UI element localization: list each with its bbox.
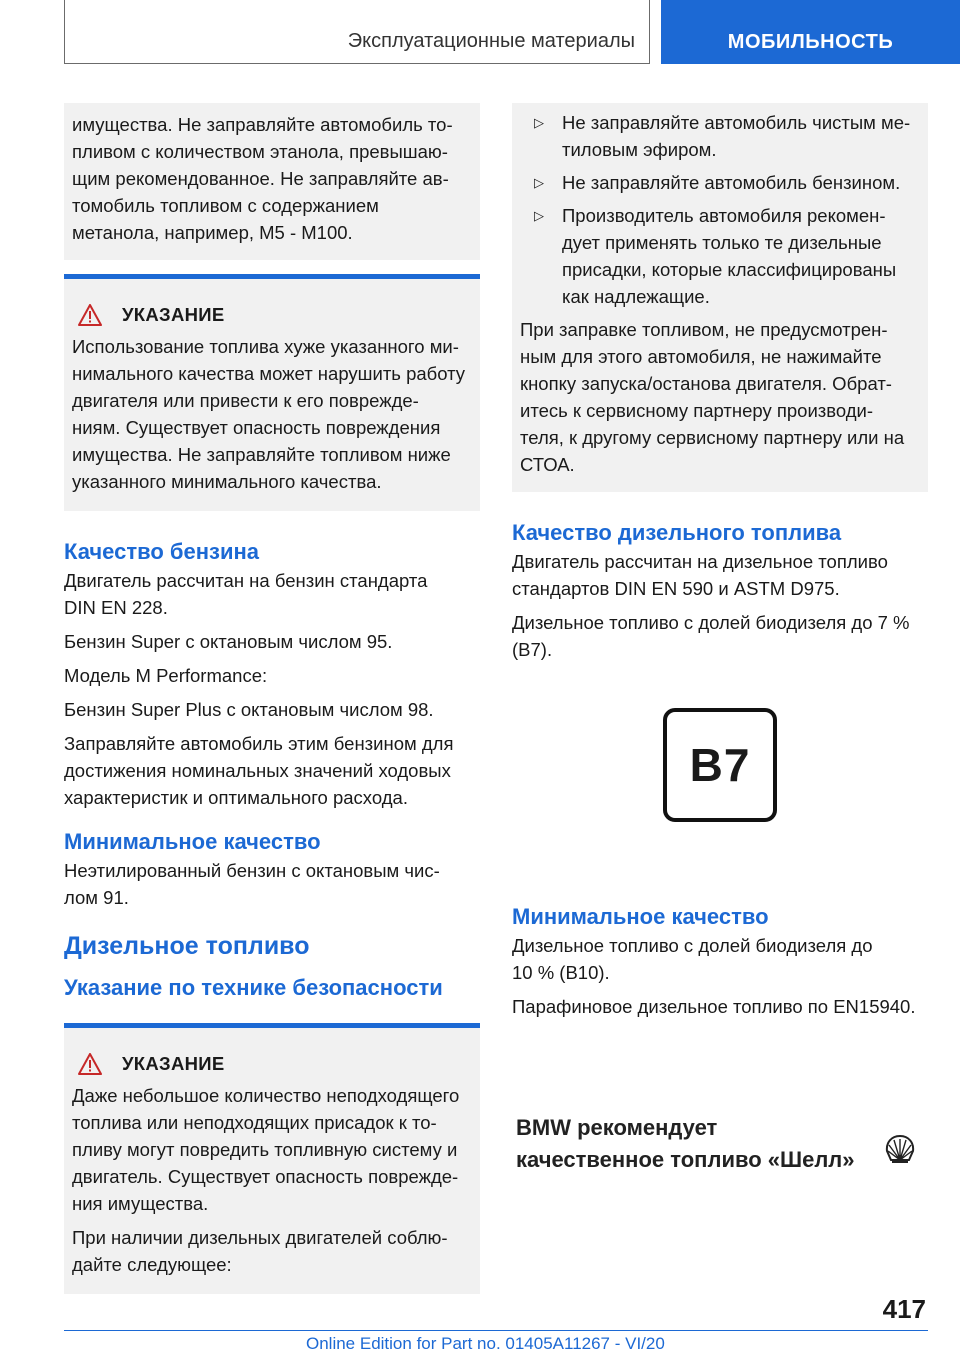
text-line: Неэтилированный бензин с октановым чис- [64,860,440,881]
triangle-bullet-icon: ▷ [534,115,544,130]
b7-fuel-symbol [663,708,777,822]
text-line: Использование топлива хуже указанного ми- [72,336,459,357]
chapter-tab[interactable] [661,0,960,64]
text-line: При наличии дизельных двигателей соблю- [72,1227,448,1248]
text-line: лом 91. [64,887,129,908]
text-line: Не заправляйте автомобиль бензином. [562,172,901,193]
text-line: пливом с количеством этанола, превышаю- [72,141,448,162]
text-line: стандартов DIN EN 590 и ASTM D975. [512,578,840,599]
text-line: как надлежащие. [562,286,710,307]
warning-label: УКАЗАНИЕ [122,304,225,325]
section-title: Эксплуатационные материалы [347,30,635,52]
header-section-box [64,0,650,64]
text-line: СТОА. [520,454,575,475]
text-line: (B7). [512,639,553,660]
text-line: нимального качества может нарушить работу [72,363,466,384]
text-line: достижения номинальных значений ходовых [64,760,451,781]
page-header [0,0,960,64]
shell-recommendation [516,1112,936,1176]
text-line: двигатель. Существует опасность поврежде- [72,1166,459,1187]
text-line: тиловым эфиром. [562,139,717,160]
warning-note [64,274,480,511]
diesel-notes-box [512,103,928,492]
heading-diesel: Дизельное топливо [64,932,310,960]
text-line: Двигатель рассчитан на бензин стандарта [64,570,428,591]
page-number: 417 [882,1294,926,1324]
right-column-lower [512,902,928,1020]
text-line: топлива или неподходящих присадок к то- [72,1112,437,1133]
text-line: Дизельное топливо с долей биодизеля до [512,935,873,956]
text-line: теля, к другому сервисному партнеру или на [520,427,905,448]
text-line: дует применять только те дизельные [562,232,882,253]
list-item [520,109,920,163]
text-line: имущества. Не заправляйте автомобиль то- [72,114,453,135]
paragraph: Бензин Super с октановым числом 95. [64,631,393,652]
list-item [520,202,920,310]
triangle-bullet-icon: ▷ [534,175,544,190]
text-line: двигателя или привести к его поврежде- [72,390,419,411]
text-line: имущества. Не заправляйте топливом ниже [72,444,451,465]
continued-note-box [64,103,480,260]
text-line: Даже небольшое количество неподходящего [72,1085,460,1106]
warning-note-header [78,1050,472,1078]
text-line: томобиль топливом с содержанием [72,195,379,216]
warning-triangle-icon [78,304,102,326]
right-column [512,103,928,663]
text-line: Двигатель рассчитан на дизельное топливо [512,551,888,572]
left-column [64,103,480,1294]
text-line: ниям. Существует опасность повреждения [72,417,441,438]
text-line: характеристик и оптимального расхода. [64,787,408,808]
warning-text [72,1082,472,1278]
paragraph: Парафиновое дизельное топливо по EN15940. [512,996,916,1017]
footer-divider [64,1330,928,1331]
warning-label: УКАЗАНИЕ [122,1053,225,1074]
text-line: дайте следующее: [72,1254,232,1275]
list-item [520,169,920,196]
warning-note [64,1023,480,1294]
warning-text [72,333,472,495]
paragraph: Модель M Performance: [64,665,268,686]
paragraph [520,316,920,478]
text-line: указанного минимального качества. [72,471,382,492]
shell-logo-icon [884,1134,916,1164]
text-line: При заправке топливом, не предусмотрен- [520,319,888,340]
chapter-tab-label: МОБИЛЬНОСТЬ [727,31,894,53]
warning-note-header [78,301,472,329]
heading-safety: Указание по технике безопасности [64,975,443,1000]
text-line: пливу могут повредить топливную систему и [72,1139,458,1160]
paragraph [64,730,480,811]
text-line: присадки, которые классифицированы [562,259,897,280]
edition-label: Online Edition for Part no. 01405A11267 - VI/20 [306,1334,665,1353]
text-line: DIN EN 228. [64,597,168,618]
text-line: 10 % (B10). [512,962,610,983]
text-line: ния имущества. [72,1193,209,1214]
paragraph [512,609,928,663]
paragraph [512,548,928,602]
warning-triangle-icon [78,1053,102,1075]
shell-text-line: качественное топливо «Шелл» [516,1147,855,1172]
paragraph [64,567,480,621]
heading-min-quality: Минимальное качество [64,829,321,854]
triangle-bullet-icon: ▷ [534,208,544,223]
heading-min-quality-diesel: Минимальное качество [512,904,769,929]
text-line: ным для этого автомобиля, не нажимайте [520,346,882,367]
text-line: итесь к сервисному партнеру производи- [520,400,874,421]
paragraph: Бензин Super Plus с октановым числом 98. [64,699,434,720]
text-line: Не заправляйте автомобиль чистым ме- [562,112,911,133]
text-line: щим рекомендованное. Не заправляйте ав- [72,168,449,189]
paragraph [64,857,480,911]
heading-diesel-quality: Качество дизельного топлива [512,520,842,545]
text-line: кнопку запуска/останова двигателя. Обрат- [520,373,892,394]
bullet-list [520,109,920,310]
text-line: Заправляйте автомобиль этим бензином для [64,733,454,754]
text-line: метанола, например, M5 - M100. [72,222,353,243]
text-line: Дизельное топливо с долей биодизеля до 7 % [512,612,910,633]
text-line: Производитель автомобиля рекомен- [562,205,886,226]
heading-petrol-quality: Качество бензина [64,539,259,564]
paragraph [512,932,928,986]
shell-text-line: BMW рекомендует [516,1115,718,1140]
b7-label: B7 [689,739,751,791]
